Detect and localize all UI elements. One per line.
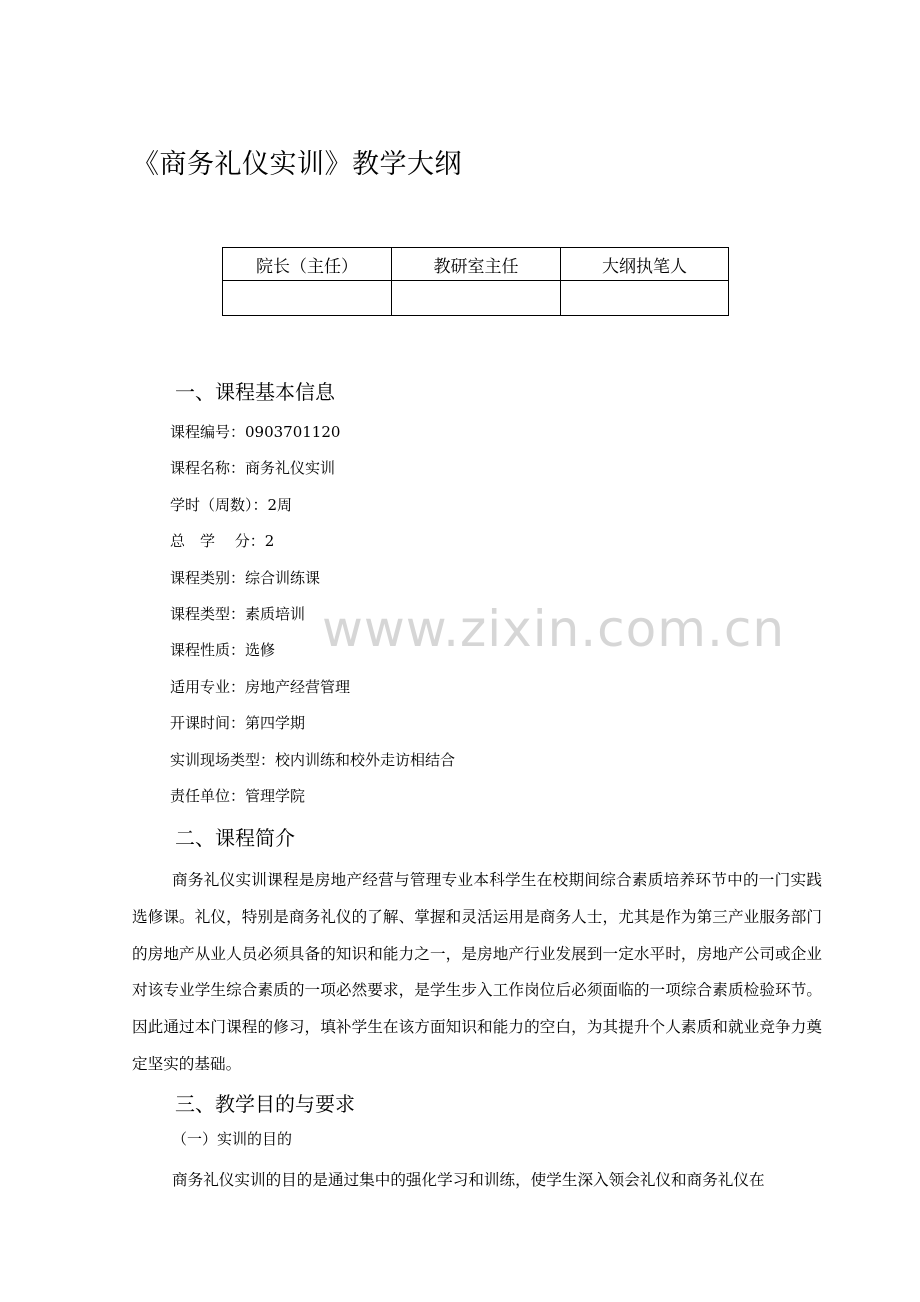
signature-table-value-row [223, 281, 729, 316]
signature-cell-section-director [392, 281, 561, 316]
info-course-hours: 学时（周数）：2周 [170, 495, 293, 514]
signature-cell-syllabus-author [561, 281, 729, 316]
section-heading-basic-info: 一、课程基本信息 [175, 380, 335, 404]
course-introduction-paragraph: 商务礼仪实训课程是房地产经营与管理专业本科学生在校期间综合素质培养环节中的一门实践选修课。礼仪，特别是商务礼仪的了解、掌握和灵活运用是商务人士，尤其是作为第三产业服务部门的房地产从业人员必须具备的知识和能力之一，是房地产行业发展到一定水平时，房地产公司或企业对该专业学生综合素质的一项必然要求，是学生步入工作岗位后必须面临的一项综合素质检验环节。因此通过本门课程的修习，填补学生在该方面知识和能力的空白，为其提升个人素质和就业竞争力奠定坚实的基础。 [132, 871, 822, 1073]
info-course-nature: 课程性质：选修 [170, 641, 276, 660]
info-semester: 开课时间：第四学期 [170, 714, 306, 733]
info-applicable-major: 适用专业：房地产经营管理 [170, 677, 351, 696]
header-dean: 院长（主任） [223, 248, 392, 281]
info-course-category: 课程类别：综合训练课 [170, 568, 321, 587]
info-total-credits: 总 学 分：2 [170, 532, 275, 551]
training-purpose-paragraph: 商务礼仪实训的目的是通过集中的强化学习和训练，使学生深入领会礼仪和商务礼仪在 [172, 1171, 765, 1189]
header-section-director: 教研室主任 [392, 248, 561, 281]
section-heading-introduction: 二、课程简介 [175, 826, 295, 850]
info-course-type: 课程类型：素质培训 [170, 604, 306, 623]
info-training-site-type: 实训现场类型：校内训练和校外走访相结合 [170, 750, 456, 769]
signature-table [222, 247, 729, 316]
info-course-name: 课程名称：商务礼仪实训 [170, 459, 336, 478]
sub-heading-training-purpose: （一）实训的目的 [172, 1130, 293, 1148]
info-responsible-unit: 责任单位：管理学院 [170, 786, 306, 805]
document-title: 《商务礼仪实训》教学大纲 [132, 149, 462, 180]
section-heading-objectives: 三、教学目的与要求 [175, 1092, 355, 1116]
signature-cell-dean [223, 281, 392, 316]
header-syllabus-author: 大纲执笔人 [561, 248, 729, 281]
signature-table-header-row [223, 248, 729, 281]
info-course-code: 课程编号：0903701120 [170, 423, 341, 441]
watermark: www.zixin.com.cn [322, 600, 786, 658]
